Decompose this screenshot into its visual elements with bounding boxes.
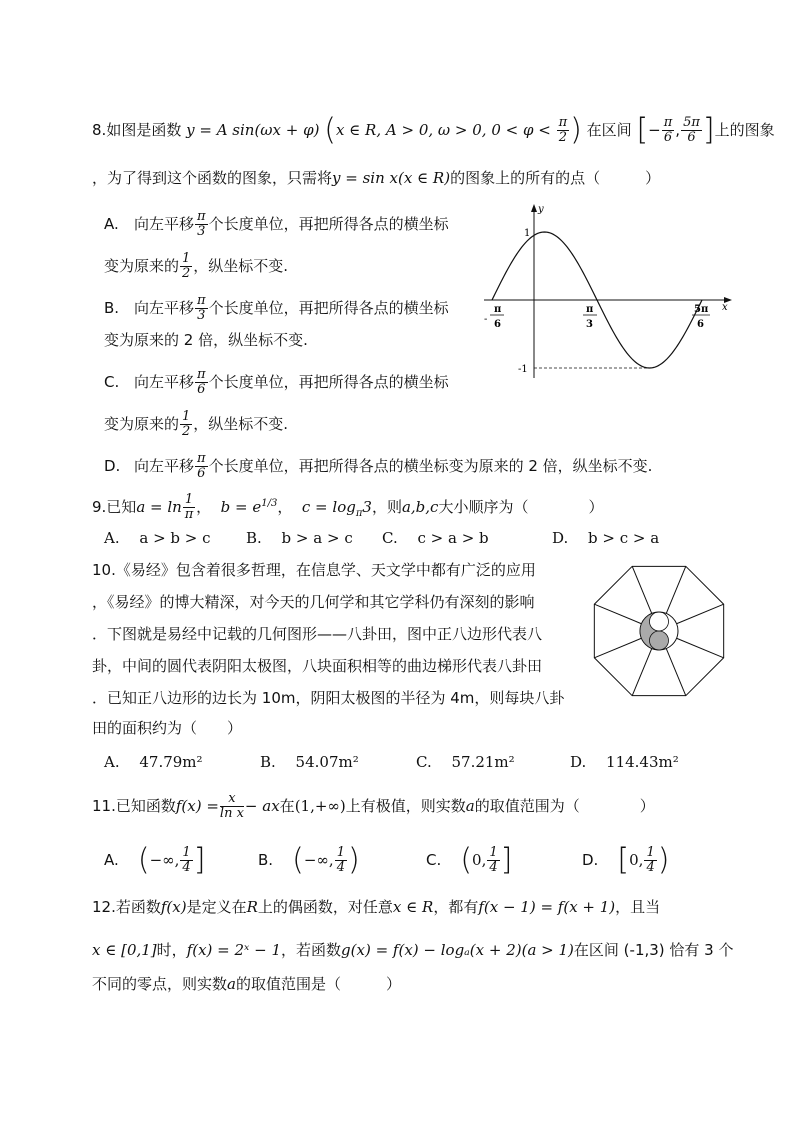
q11-a-open: ( xyxy=(137,842,150,878)
q8-option-a-line1 xyxy=(104,210,449,239)
q9-option-a: A. a > b > c xyxy=(104,529,211,547)
graph-y-bottom-label: -1 xyxy=(518,364,528,375)
q8-option-c-text-2b: ，纵坐标不变. xyxy=(193,415,289,433)
q11-option-d-label: D. xyxy=(582,851,599,869)
graph-y-arrow xyxy=(531,204,537,212)
q11-number-text: 11.已知函数 xyxy=(92,797,176,815)
q9-a-def: a = ln xyxy=(136,498,182,516)
q11-c-frac: $\frac{1}{4}$ xyxy=(489,845,498,875)
q9-c-sub: π xyxy=(355,508,363,519)
graph-x-left-den: 6 xyxy=(494,319,501,330)
q9-vars: a,b,c xyxy=(401,498,439,516)
q9-stem-c: 大小顺序为（ ） xyxy=(438,498,604,516)
q8-option-a-label: A. xyxy=(104,215,119,233)
q12-line2-x: x ∈ [0,1] xyxy=(92,941,157,959)
q8-option-a-text: 向左平移 xyxy=(134,215,195,233)
q12-line2-f: f(x) = 2ˣ − 1 xyxy=(186,941,282,959)
q11-option-b xyxy=(258,842,360,878)
q11-stem xyxy=(92,792,655,821)
q8-option-d-label: D. xyxy=(104,457,121,475)
q9-stem-b: ，则 xyxy=(371,498,402,516)
q8-option-b-text-2: 变为原来的 2 倍，纵坐标不变. xyxy=(104,331,308,349)
q10-option-c: C. 57.21m² xyxy=(416,753,515,771)
q12-text-e: ，且当 xyxy=(615,898,661,916)
q8-function: y = A sin(ωx + φ) xyxy=(186,121,320,139)
q11-option-c xyxy=(426,842,513,878)
q12-line2 xyxy=(92,940,734,960)
q8-sine-graph xyxy=(480,200,740,380)
q11-c-close: ] xyxy=(500,842,513,878)
q12-text-c: 上的偶函数，对任意 xyxy=(257,898,393,916)
q11-stem-c: 上有极值，则实数 xyxy=(345,797,466,815)
q8-interval-open: [ xyxy=(636,112,649,148)
q11-b-frac: $\frac{1}{4}$ xyxy=(336,845,345,875)
q8-option-d-text: 向左平移 xyxy=(134,457,195,475)
graph-x-right-num: 5π xyxy=(694,304,709,315)
q9-option-d: D. b > c > a xyxy=(552,529,660,547)
q12-line2-a: 时， xyxy=(156,941,187,959)
q10-line3: ．下图就是易经中记载的几何图形——八卦田，图中正八边形代表八 xyxy=(92,625,543,643)
q10-option-b: B. 54.07m² xyxy=(260,753,359,771)
q11-func-b: − ax xyxy=(244,797,280,815)
q8-option-a-frac: $\frac{\pi}{3}$ xyxy=(197,209,206,239)
q8-condition: x ∈ R, A > 0, ω > 0, 0 < φ < xyxy=(335,121,551,139)
q9-c-val: 3 xyxy=(362,498,372,516)
q9-c-def: c = log xyxy=(301,498,356,516)
q8-cond-frac: $\frac{\pi}{2}$ xyxy=(558,115,568,145)
q8-option-c-label: C. xyxy=(104,373,120,391)
q10-line1: 10.《易经》包含着很多哲理，在信息学、天文学中都有广泛的应用 xyxy=(92,561,536,579)
q8-option-b-line1 xyxy=(104,294,449,323)
q8-int-left: $\frac{\pi}{6}$ xyxy=(663,115,673,145)
q11-option-b-label: B. xyxy=(258,851,274,869)
q12-text-b: 是定义在 xyxy=(186,898,247,916)
q8-option-c-text-b: 个长度单位，再把所得各点的横坐标 xyxy=(208,373,449,391)
q8-stem-line1: 8.如图是函数 y = A sin(ωx + φ) (x ∈ R, A > 0, ω > 0, 0 < φ < $\frac{\pi}{2}$ ) 在区间 [− $\frac{\pi}{6}$ , $\frac{5\pi}{6}$ ]上的图象 xyxy=(92,112,775,148)
q8-option-b-text: 向左平移 xyxy=(134,299,195,317)
q11-stem-d: 的取值范围为（ ） xyxy=(474,797,655,815)
q9-b-def: b = e xyxy=(220,498,262,516)
q12-text-a: 12.若函数 xyxy=(92,898,161,916)
q8-option-b-label: B. xyxy=(104,299,120,317)
q11-interval: (1,+∞) xyxy=(294,797,346,815)
q11-option-a xyxy=(104,842,206,878)
q11-d-left: 0, xyxy=(629,851,644,869)
q8-option-c-frac-2: $\frac{1}{2}$ xyxy=(182,409,191,439)
q10-line4: 卦，中间的圆代表阴阳太极图，八块面积相等的曲边梯形代表八卦田 xyxy=(92,657,543,675)
q9-number-text: 9.已知 xyxy=(92,498,137,516)
q10-bagua-figure xyxy=(584,556,734,706)
q8-line2-text-b: 的图象上的所有的点（ ） xyxy=(450,169,661,187)
q11-a-frac: $\frac{1}{4}$ xyxy=(182,845,191,875)
graph-y-top-label: 1 xyxy=(524,228,531,239)
q8-option-a-frac-2: $\frac{1}{2}$ xyxy=(182,251,191,281)
q10-line5: ．已知正八边形的边长为 10m，阴阳太极图的半径为 4m，则每块八卦 xyxy=(92,689,565,707)
q12-line1 xyxy=(92,897,660,917)
q8-option-a-text-b: 个长度单位，再把所得各点的横坐标 xyxy=(208,215,449,233)
q8-option-c-line1 xyxy=(104,368,449,397)
q12-line3-var: a xyxy=(227,975,236,993)
q8-option-b-frac: $\frac{\pi}{3}$ xyxy=(197,293,206,323)
q11-a-left: −∞, xyxy=(149,851,180,869)
q12-R: R xyxy=(246,898,258,916)
q8-paren-close: ) xyxy=(570,112,582,148)
q8-option-d-text-b: 个长度单位，再把所得各点的横坐标变为原来的 2 倍，纵坐标不变. xyxy=(208,457,653,475)
q12-text-d: ，都有 xyxy=(433,898,479,916)
q8-option-c-text-2: 变为原来的 xyxy=(104,415,180,433)
q12-line3 xyxy=(92,974,401,994)
graph-x-left-sign: - xyxy=(484,314,488,325)
q11-var: a xyxy=(465,797,475,815)
q8-option-b-line2 xyxy=(104,330,308,350)
q8-stem-text-b: 在区间 xyxy=(586,121,632,139)
q11-frac: $\frac{x}{\text{ln x}}$ xyxy=(219,791,244,821)
graph-x-left-num: π xyxy=(494,304,502,315)
q11-c-open: ( xyxy=(460,842,473,878)
q8-line2-text: ，为了得到这个函数的图象，只需将 xyxy=(92,169,333,187)
q8-option-a-text-2b: ，纵坐标不变. xyxy=(193,257,289,275)
q8-line2-func: y = sin x(x ∈ R) xyxy=(332,169,451,187)
q12-line2-c: 在区间 (-1,3) 恰有 3 个 xyxy=(573,941,734,959)
q11-option-d xyxy=(582,842,670,878)
q12-x: x ∈ R xyxy=(392,898,434,916)
q10-line2: ，《易经》的博大精深，对今天的几何学和其它学科仍有深刻的影响 xyxy=(92,593,535,611)
graph-x-label: x xyxy=(722,302,728,313)
graph-x-mid-den: 3 xyxy=(586,319,593,330)
q11-option-a-label: A. xyxy=(104,851,119,869)
q11-b-left: −∞, xyxy=(303,851,334,869)
q9-a-frac: $\frac{1}{\pi}$ xyxy=(184,492,194,522)
q8-option-b-text-b: 个长度单位，再把所得各点的横坐标 xyxy=(208,299,449,317)
q8-option-a-line2 xyxy=(104,252,288,281)
q8-paren-open: ( xyxy=(324,112,336,148)
q8-option-c-text: 向左平移 xyxy=(134,373,195,391)
q11-d-close: ) xyxy=(657,842,670,878)
q9-option-c: C. c > a > b xyxy=(382,529,489,547)
q11-option-c-label: C. xyxy=(426,851,442,869)
q8-option-d-line1 xyxy=(104,452,652,481)
graph-x-right-den: 6 xyxy=(697,319,704,330)
q8-stem-text-c: 上的图象 xyxy=(714,121,775,139)
q8-option-a-text-2: 变为原来的 xyxy=(104,257,180,275)
q8-stem-text: 如图是函数 xyxy=(106,121,182,139)
q12-eq: f(x − 1) = f(x + 1) xyxy=(478,898,616,916)
graph-y-label: y xyxy=(538,204,544,215)
q11-stem-b: 在 xyxy=(279,797,295,815)
q12-f: f(x) xyxy=(160,898,187,916)
q9-option-b: B. b > a > c xyxy=(246,529,353,547)
graph-x-mid-num: π xyxy=(586,304,594,315)
q12-line2-b: ，若函数 xyxy=(281,941,342,959)
q10-line6: 田的面积约为（ ） xyxy=(92,719,243,737)
q11-d-open: [ xyxy=(617,842,630,878)
q12-line3-a: 不同的零点，则实数 xyxy=(92,975,228,993)
q11-b-open: ( xyxy=(292,842,304,878)
q9-stem: 9.已知a = ln $\frac{1}{\pi}$ ， $b = e^{1/3}$， $c = \log_\pi 3$，则a,b,c大小顺序为（ ） xyxy=(92,492,604,522)
q11-func-a: f(x) = xyxy=(175,797,219,815)
q10-option-d: D. 114.43m² xyxy=(570,753,679,771)
q8-option-c-line2 xyxy=(104,410,288,439)
q8-option-c-frac: $\frac{\pi}{6}$ xyxy=(197,367,206,397)
q8-int-right: $\frac{5\pi}{6}$ xyxy=(683,115,700,145)
q8-number: 8. xyxy=(92,121,107,139)
q11-d-frac: $\frac{1}{4}$ xyxy=(646,845,655,875)
q12-line3-b: 的取值范围是（ ） xyxy=(235,975,401,993)
q12-line2-g: g(x) = f(x) − logₐ(x + 2)(a > 1) xyxy=(341,941,574,959)
q10-option-a: A. 47.79m² xyxy=(104,753,203,771)
q8-stem-line2 xyxy=(92,168,660,188)
q9-b-exp: 1/3 xyxy=(261,498,278,509)
q11-a-close: ] xyxy=(193,842,206,878)
q11-c-left: 0, xyxy=(472,851,487,869)
q11-b-close: ) xyxy=(347,842,360,878)
q8-interval-close: ] xyxy=(702,112,715,148)
q8-option-d-frac: $\frac{\pi}{6}$ xyxy=(197,451,206,481)
